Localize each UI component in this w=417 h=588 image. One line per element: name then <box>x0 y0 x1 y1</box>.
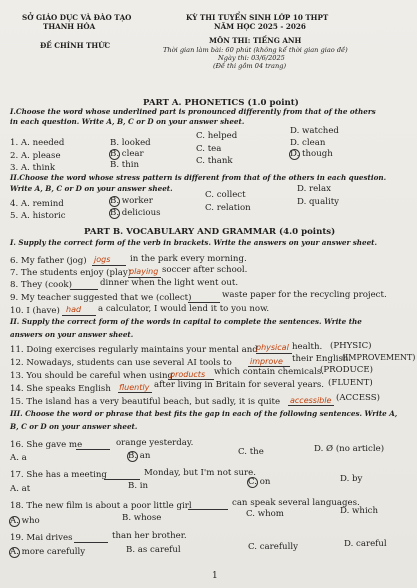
header-official: ĐỀ CHÍNH THỨC <box>40 41 111 50</box>
q18-stem: 18. The new film is about a poor little girl <box>10 501 192 511</box>
page-number: 1 <box>212 571 218 581</box>
q9-stem: 9. My teacher suggested that we (collect) <box>10 293 192 303</box>
q14-stem: 14. She speaks English <box>10 384 111 394</box>
part-b-sec3-instr-1: III. Choose the word or phrase that best fits the gap in each of the following sentences. Write A, <box>10 409 398 418</box>
q19-b: B. as careful <box>126 545 181 555</box>
q16-a: A. a <box>10 453 27 463</box>
q18-d: D. which <box>340 506 379 516</box>
q18-a: A. who <box>10 516 40 526</box>
answer-circle <box>109 149 120 160</box>
answer-circle <box>109 196 120 207</box>
answer-blank <box>76 449 110 450</box>
handwritten-answer-11: physical <box>256 343 289 352</box>
q13-stem: 13. You should be careful when using <box>10 371 174 381</box>
q19-c: C. carefully <box>248 542 298 552</box>
q10-stem: 10. I (have) <box>10 306 60 316</box>
answer-blank <box>188 509 228 510</box>
answer-blank <box>70 289 98 290</box>
q12-stem: 12. Nowadays, students can use several AI tools to <box>10 358 232 368</box>
q4-c: C. collect <box>205 190 246 200</box>
q3-d: D. though <box>290 149 333 159</box>
q16-stem: 16. She gave me <box>10 440 83 450</box>
handwritten-answer-14: fluently <box>119 383 150 392</box>
q10-rest: a calculator, I would lend it to you now. <box>98 304 270 314</box>
answer-blank <box>256 353 292 354</box>
q14-word: (FLUENT) <box>328 378 373 388</box>
header-date: Ngày thi: 03/6/2025 <box>218 54 285 62</box>
answer-circle <box>289 149 300 160</box>
q17-stem: 17. She has a meeting <box>10 470 107 480</box>
q4-a: 4. A. remind <box>10 199 64 209</box>
answer-circle <box>9 547 20 558</box>
q19-d: D. careful <box>344 539 387 549</box>
q16-rest: orange yesterday. <box>116 438 194 448</box>
handwritten-answer-15: accessible <box>290 396 332 405</box>
q17-rest: Monday, but I'm not sure. <box>144 468 256 478</box>
part-a-sec2-instr-2: Write A, B, C or D on your answer sheet. <box>10 184 173 193</box>
part-b-title: PART B. VOCABULARY AND GRAMMAR (4.0 points) <box>84 227 336 237</box>
q15-stem: 15. The island has a very beautiful beach, but sadly, it is quite <box>10 397 281 407</box>
q8-stem: 8. They (cook) <box>10 280 72 290</box>
q14-rest: after living in Britain for several years. <box>154 380 324 390</box>
handwritten-answer-10: had <box>66 305 82 314</box>
q18-c: C. whom <box>246 509 284 519</box>
q6-rest: in the park every morning. <box>130 254 247 264</box>
q19-a: A. more carefully <box>10 547 86 557</box>
part-b-sec3-instr-2: B, C or D on your answer sheet. <box>10 422 138 431</box>
q11-word: (PHYSIC) <box>330 341 372 351</box>
handwritten-answer-7: playing <box>129 267 159 276</box>
answer-circle <box>247 477 258 488</box>
q16-b: B. an <box>128 451 151 461</box>
q8-rest: dinner when the light went out. <box>100 278 239 288</box>
q9-rest: waste paper for the recycling project. <box>222 290 387 300</box>
q5-b: B. delicious <box>110 208 161 218</box>
part-a-sec2-instr-1: II.Choose the word whose stress pattern is different from that of the others in each question. <box>10 173 387 182</box>
header-pages: (Đề thi gồm 04 trang) <box>213 62 287 70</box>
q2-c: C. tea <box>196 144 222 154</box>
answer-blank <box>92 265 126 266</box>
part-b-sec2-instr-2: answers on your answer sheet. <box>10 330 134 339</box>
header-subject: MÔN THI: TIẾNG ANH <box>209 36 302 45</box>
q19-rest: than her brother. <box>112 531 187 541</box>
part-a-title: PART A. PHONETICS (1.0 point) <box>143 98 299 108</box>
q12-rest: their English. <box>292 354 352 364</box>
header-exam-title: KỲ THI TUYỂN SINH LỚP 10 THPT <box>186 13 329 22</box>
answer-blank <box>62 315 96 316</box>
q17-a: A. at <box>10 484 31 494</box>
part-a-instr-1: I.Choose the word whose underlined part is pronounced differently from that of the others <box>10 107 376 116</box>
q6-stem: 6. My father (jog) <box>10 256 87 266</box>
q5-a: 5. A. historic <box>10 211 66 221</box>
handwritten-answer-13: products <box>170 370 206 379</box>
header-school-year: NĂM HỌC 2025 - 2026 <box>214 22 306 31</box>
q4-d: D. relax <box>297 184 331 194</box>
q1-a: 1. A. needed <box>10 138 65 148</box>
q7-rest: soccer after school. <box>162 265 248 275</box>
q18-b: B. whose <box>122 513 162 523</box>
answer-circle <box>9 516 20 527</box>
q5-c: C. relation <box>205 203 251 213</box>
q11-rest: health. <box>292 342 323 352</box>
q7-stem: 7. The students enjoy (play) <box>10 268 132 278</box>
q1-d: D. watched <box>290 126 339 136</box>
answer-circle <box>127 451 138 462</box>
q12-word: (IMPROVEMENT) <box>342 353 416 362</box>
q16-d: D. Ø (no article) <box>314 444 385 454</box>
part-b-instr-1: I. Supply the correct form of the verb in brackets. Write the answers on your answer sheet. <box>10 238 377 247</box>
q17-d: D. by <box>340 474 363 484</box>
answer-circle <box>109 208 120 219</box>
q17-c: C. on <box>248 477 271 487</box>
q2-b: B. clear <box>110 149 144 159</box>
q18-rest: can speak several languages. <box>232 498 360 508</box>
q3-b: B. thin <box>110 160 140 170</box>
q5-d: D. quality <box>297 197 340 207</box>
q17-b: B. in <box>128 481 149 491</box>
q3-c: C. thank <box>196 156 233 166</box>
header-province: THANH HÓA <box>43 22 96 31</box>
header-dept: SỞ GIÁO DỤC VÀ ĐÀO TẠO <box>22 13 132 22</box>
answer-blank <box>104 479 140 480</box>
part-a-instr-2: in each question. Write A, B, C or D on your answer sheet. <box>10 117 245 126</box>
part-b-sec2-instr-1: II. Supply the correct form of the words in capital to complete the sentences. Write the <box>10 317 362 326</box>
q3-a: 3. A. think <box>10 163 56 173</box>
answer-blank <box>188 302 220 303</box>
q4-b: B. worker <box>110 196 153 206</box>
q13-word: (PRODUCE) <box>320 365 373 375</box>
q15-word: (ACCESS) <box>336 393 380 403</box>
q2-a: 2. A. please <box>10 151 61 161</box>
answer-blank <box>74 542 108 543</box>
q19-stem: 19. Mai drives <box>10 533 73 543</box>
q13-rest: which contain chemicals. <box>214 367 324 377</box>
q1-b: B. looked <box>110 138 151 148</box>
q2-d: D. clean <box>290 138 326 148</box>
q1-c: C. helped <box>196 131 238 141</box>
handwritten-answer-6: jogs <box>94 255 111 264</box>
header-time: Thời gian làm bài: 60 phút (không kể thời gian giao đề) <box>163 46 348 54</box>
q11-stem: 11. Doing exercises regularly maintains your mental and <box>10 345 258 355</box>
q16-c: C. the <box>238 447 264 457</box>
handwritten-answer-12: improve <box>250 357 283 366</box>
